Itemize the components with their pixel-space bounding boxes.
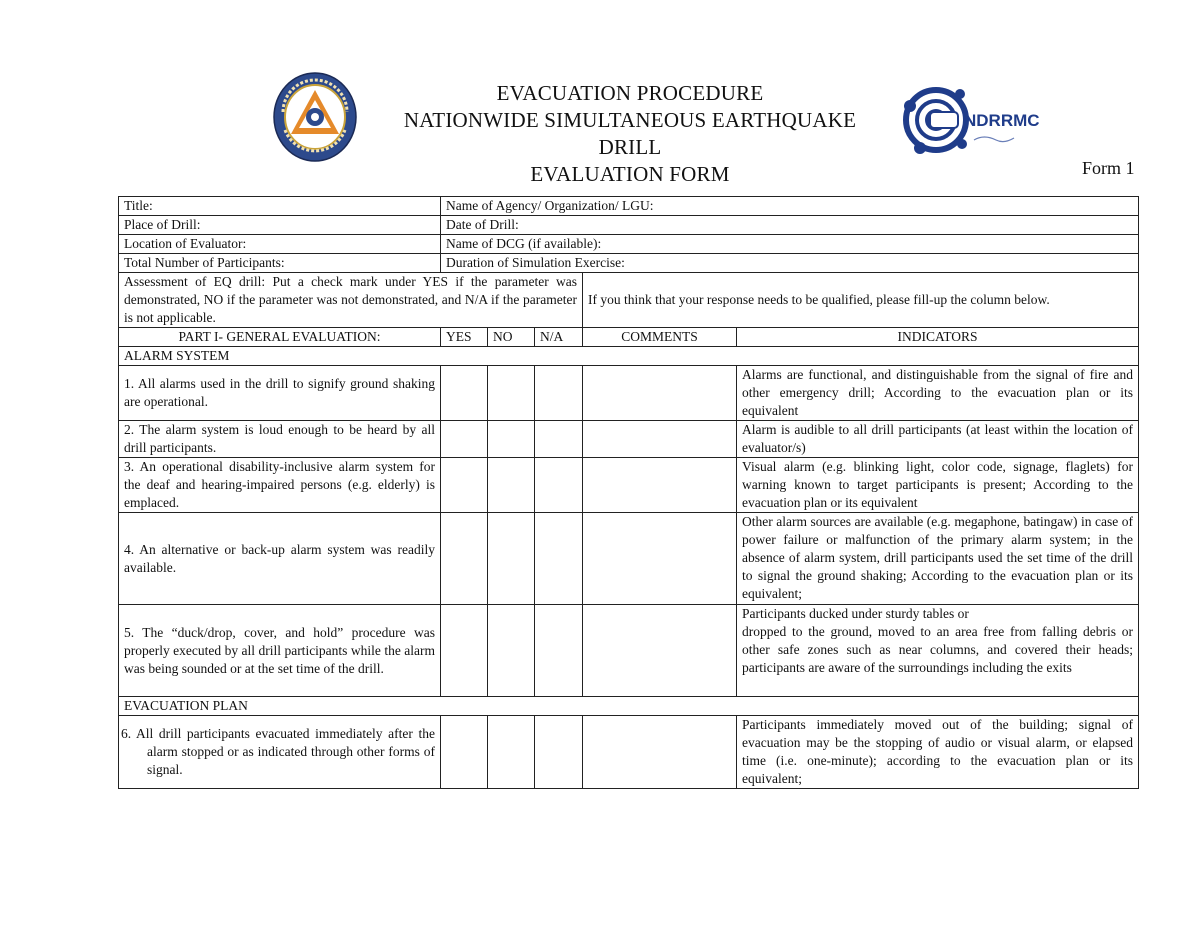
duration-field-label[interactable]: Duration of Simulation Exercise: <box>441 254 1139 273</box>
info-row <box>119 216 1139 235</box>
yes-checkbox-cell[interactable] <box>441 513 488 605</box>
item-question: 4. An alternative or back-up alarm system was readily available. <box>119 513 441 605</box>
info-row <box>119 235 1139 254</box>
item-question: 2. The alarm system is loud enough to be heard by all drill participants. <box>119 421 441 458</box>
yes-checkbox-cell[interactable] <box>441 421 488 458</box>
evaluation-row <box>119 513 1139 605</box>
item-question: 6. All drill participants evacuated immediately after the alarm stopped or as indicated through other forms of signal. <box>119 716 441 789</box>
comments-cell[interactable] <box>583 458 737 513</box>
title-line-1: EVACUATION PROCEDURE <box>496 81 764 105</box>
qualify-instructions: If you think that your response needs to be qualified, please fill-up the column below. <box>583 273 1139 328</box>
evaluation-row <box>119 605 1139 697</box>
form-number: Form 1 <box>1082 158 1135 178</box>
column-header-row <box>119 328 1139 347</box>
yes-checkbox-cell[interactable] <box>441 605 488 697</box>
comments-cell[interactable] <box>583 605 737 697</box>
item-question: 5. The “duck/drop, cover, and hold” procedure was properly executed by all drill participants while the alarm was being sounded or at the set time of the drill. <box>119 605 441 697</box>
no-header: NO <box>488 328 535 347</box>
section-alarm-system: ALARM SYSTEM <box>119 347 1139 366</box>
place-field-label[interactable]: Place of Drill: <box>119 216 441 235</box>
indicators-header: INDICATORS <box>737 328 1139 347</box>
na-checkbox-cell[interactable] <box>535 513 583 605</box>
item-indicator: Other alarm sources are available (e.g. megaphone, batingaw) in case of power failure or malfunction of the primary alarm system; in the absence of alarm system, drill participants used the set time of the drill to signal the ground shaking; According to the evacuation plan or its equivalent; <box>737 513 1139 605</box>
participants-field-label[interactable]: Total Number of Participants: <box>119 254 441 273</box>
evaluation-row <box>119 421 1139 458</box>
comments-cell[interactable] <box>583 716 737 789</box>
ndrrmc-logo-text: NDRRMC <box>964 111 1040 130</box>
evaluation-row <box>119 716 1139 789</box>
item-indicator: Alarm is audible to all drill participants (at least within the location of evaluator/s) <box>737 421 1139 458</box>
title-line-2: NATIONWIDE SIMULTANEOUS EARTHQUAKE DRILL <box>403 108 857 159</box>
section-row <box>119 697 1139 716</box>
agency-field-label[interactable]: Name of Agency/ Organization/ LGU: <box>441 197 1139 216</box>
evaluation-table <box>118 196 1139 789</box>
instructions-row <box>119 273 1139 328</box>
yes-checkbox-cell[interactable] <box>441 366 488 421</box>
info-row <box>119 254 1139 273</box>
item-indicator: Alarms are functional, and distinguishable from the signal of fire and other emergency drill; According to the evacuation plan or its equivalent <box>737 366 1139 421</box>
comments-cell[interactable] <box>583 421 737 458</box>
no-checkbox-cell[interactable] <box>488 513 535 605</box>
ndrrmc-logo-icon <box>900 82 1040 162</box>
yes-header: YES <box>441 328 488 347</box>
yes-checkbox-cell[interactable] <box>441 716 488 789</box>
location-field-label[interactable]: Location of Evaluator: <box>119 235 441 254</box>
dcg-field-label[interactable]: Name of DCG (if available): <box>441 235 1139 254</box>
na-checkbox-cell[interactable] <box>535 366 583 421</box>
item-indicator <box>737 605 1139 697</box>
no-checkbox-cell[interactable] <box>488 366 535 421</box>
yes-checkbox-cell[interactable] <box>441 458 488 513</box>
comments-header: COMMENTS <box>583 328 737 347</box>
item-indicator: Visual alarm (e.g. blinking light, color code, signage, flaglets) for warning known to target participants is present; According to the evacuation plan or its equivalent <box>737 458 1139 513</box>
item-indicator-line-2: dropped to the ground, moved to an area free from falling debris or other safe zones such as near columns, and covered their heads; participants are aware of the surroundings including the exits <box>742 624 1134 675</box>
item-indicator: Participants immediately moved out of the building; signal of evacuation may be the stopping of audio or visual alarm, or elapsed time (i.e. one-minute); according to the evacuation plan or its equivalent; <box>737 716 1139 789</box>
item-question: 3. An operational disability-inclusive alarm system for the deaf and hearing-impaired persons (e.g. elderly) is emplaced. <box>119 458 441 513</box>
no-checkbox-cell[interactable] <box>488 605 535 697</box>
na-checkbox-cell[interactable] <box>535 605 583 697</box>
section-row <box>119 347 1139 366</box>
na-checkbox-cell[interactable] <box>535 458 583 513</box>
no-checkbox-cell[interactable] <box>488 716 535 789</box>
section-evacuation-plan: EVACUATION PLAN <box>119 697 1139 716</box>
form-title <box>370 80 890 188</box>
title-field-label[interactable]: Title: <box>119 197 441 216</box>
na-checkbox-cell[interactable] <box>535 716 583 789</box>
ocd-seal-icon <box>273 72 357 162</box>
no-checkbox-cell[interactable] <box>488 458 535 513</box>
part-header: PART I- GENERAL EVALUATION: <box>119 328 441 347</box>
evaluation-row <box>119 366 1139 421</box>
item-question: 1. All alarms used in the drill to signify ground shaking are operational. <box>119 366 441 421</box>
evaluation-row <box>119 458 1139 513</box>
title-line-3: EVALUATION FORM <box>530 162 730 186</box>
no-checkbox-cell[interactable] <box>488 421 535 458</box>
assessment-instructions: Assessment of EQ drill: Put a check mark under YES if the parameter was demonstrated, NO if the parameter was not demonstrated, and N/A if the parameter is not applicable. <box>119 273 583 328</box>
comments-cell[interactable] <box>583 513 737 605</box>
na-header: N/A <box>535 328 583 347</box>
na-checkbox-cell[interactable] <box>535 421 583 458</box>
date-field-label[interactable]: Date of Drill: <box>441 216 1139 235</box>
item-indicator-line-1: Participants ducked under sturdy tables or <box>742 606 969 621</box>
info-row <box>119 197 1139 216</box>
comments-cell[interactable] <box>583 366 737 421</box>
